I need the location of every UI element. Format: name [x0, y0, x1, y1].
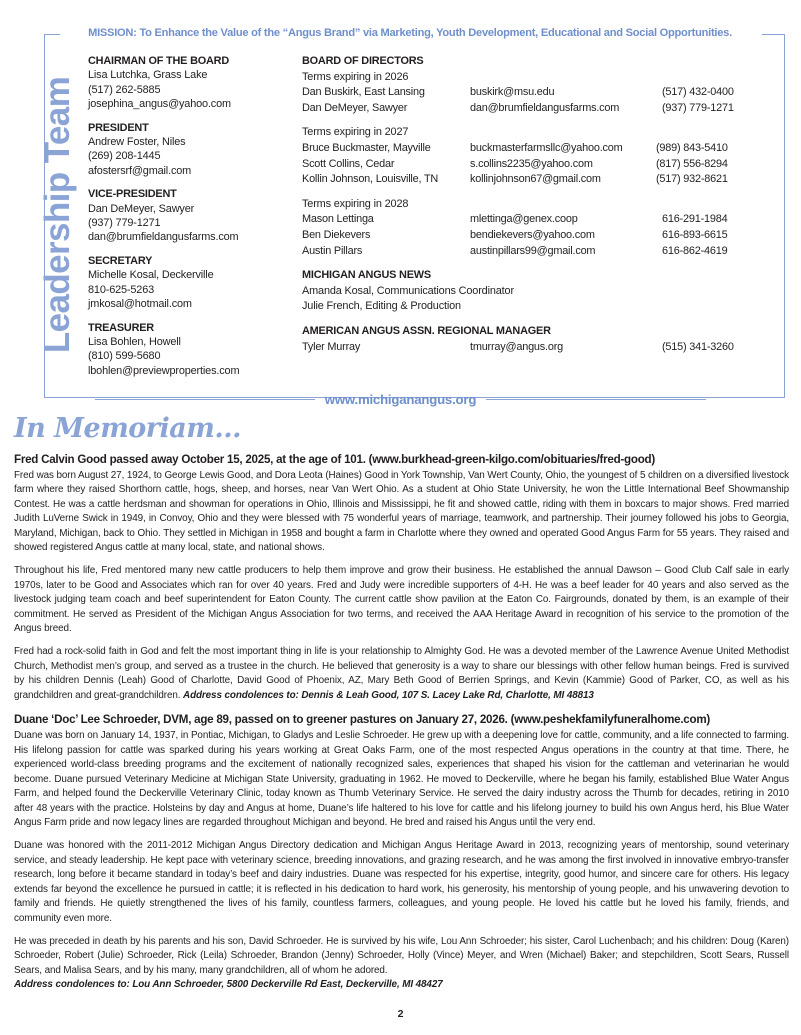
board-member-row [302, 101, 772, 117]
board-member-row [302, 212, 772, 228]
spacer [302, 116, 772, 125]
leadership-team-section [0, 0, 801, 400]
officer-email[interactable]: afostersrf@gmail.com [88, 164, 192, 177]
member-name: Bruce Buckmaster, Mayville [302, 141, 431, 154]
in-memoriam-heading: In Memoriam... [14, 413, 242, 444]
news-staff-line: Julie French, Editing & Production [302, 300, 461, 313]
member-phone: (937) 779-1271 [662, 101, 734, 114]
page-number: 2 [397, 1008, 404, 1020]
officer-title: CHAIRMAN OF THE BOARD [88, 55, 229, 67]
member-email[interactable]: mlettinga@genex.coop [470, 213, 578, 226]
member-phone: 616-862-4619 [662, 244, 728, 257]
condolences-address: Address condolences to: Dennis & Leah Good, 107 S. Lacey Lake Rd, Charlotte, MI 48813 [183, 689, 594, 701]
officer-phone: 810-625-5263 [88, 283, 155, 296]
officer-title: TREASURER [88, 321, 154, 334]
board-member-row [302, 85, 772, 101]
obituary-title: Fred Calvin Good passed away October 15, 2025, at the age of 101. (www.burkhead-green-kilgo.com/obituaries/fred-good) [14, 453, 655, 466]
officer-name: Andrew Foster, Niles [88, 136, 186, 149]
officer-phone: (937) 779-1271 [88, 217, 161, 230]
member-email[interactable]: tmurray@angus.org [470, 340, 564, 353]
member-phone: (517) 932-8621 [656, 173, 728, 186]
board-member-row [302, 172, 772, 188]
member-phone: 616-893-6615 [662, 228, 728, 241]
officer-block-vice-president [88, 187, 288, 245]
term-label-2026: Terms expiring in 2026 [302, 70, 409, 83]
officer-email[interactable]: josephina_angus@yahoo.com [88, 98, 231, 111]
member-name: Tyler Murray [302, 340, 361, 353]
member-email[interactable]: s.collins2235@yahoo.com [470, 157, 593, 170]
board-member-row [302, 244, 772, 260]
term-label-2027: Terms expiring in 2027 [302, 126, 409, 139]
obituary-final-paragraph: He was preceded in death by his parents and his son, David Schroeder. He is survived by his wife, Lou Ann Schroeder; his sister, Carol Luchenbach; and his children: Doug (Karen) Schroeder, Robert (Julie) Schroeder, Rick (Leila) Schroeder, Brandon (Jenny) Schroeder, Holly (Vince) Meyer, and Wren (Michael) Baker; and stepchildren, Scott Sears, Russell Sears, and Malisa Sears, and by his many, many grandchildren, all of whom he adored. [14, 935, 789, 976]
member-email[interactable]: kollinjohnson67@gmail.com [470, 173, 601, 186]
leadership-team-vertical-title: Leadership Team [38, 76, 77, 354]
board-member-row [302, 157, 772, 173]
spacer [302, 259, 772, 268]
member-phone: (515) 341-3260 [662, 340, 734, 353]
term-label-2028: Terms expiring in 2028 [302, 197, 409, 210]
obituary-entry [14, 712, 789, 993]
obituary-paragraph: Duane was honored with the 2011-2012 Michigan Angus Directory dedication and Michigan Angus Heritage Award in 2013, recognizing years of mentorship, sound veterinary service, and steady leadership. He kept pace with veterinary science, breeding innovations, and grazing research, and he was among the first involved in innovative embryo-transfer research, long before it became standard in today’s beef and dairy industries. Duane was respected for his expertise, integrity, good humor, and sincere care for others. His legacy extends far beyond the excellence he pursued in cattle; it is reflected in his dedication to hard work, his generosity, his mentorship of young people, and his unwavering devotion to family and friends. He quietly strengthened the lives of his family, countless farmers, colleagues, and young people. He loved his cattle but he loved his family, friends, and community even more. [14, 840, 789, 925]
spacer [302, 315, 772, 324]
member-phone: (989) 843-5410 [656, 141, 728, 154]
member-name: Ben Diekevers [302, 228, 371, 241]
member-name: Mason Lettinga [302, 213, 374, 226]
rule-right [486, 399, 706, 400]
member-phone: 616-291-1984 [662, 213, 728, 226]
obituaries-container [14, 452, 789, 1002]
officer-phone: (269) 208-1445 [88, 150, 161, 163]
officer-block-treasurer [88, 321, 288, 379]
board-member-row [302, 228, 772, 244]
officer-email[interactable]: dan@brumfieldangusfarms.com [88, 231, 239, 244]
board-heading: BOARD OF DIRECTORS [302, 55, 424, 67]
obituary-title: Duane ‘Doc’ Lee Schroeder, DVM, age 89, passed on to greener pastures on January 27, 2026. (www.peshekfamilyfuneralhome.com) [14, 713, 711, 727]
member-phone: (517) 432-0400 [662, 86, 734, 99]
member-name: Scott Collins, Cedar [302, 157, 395, 170]
member-email[interactable]: bendiekevers@yahoo.com [470, 228, 595, 241]
obituary-paragraph: Fred was born August 27, 1924, to George Lewis Good, and Dora Leota (Haines) Good in York Township, Van Wert County, Ohio, the youngest of 5 children on a diversified livestock farm where they raised Shorthorn cattle, hogs, sheep, and horses, near Van Wert Ohio. As a student at Ohio State University, he won the Little International Beef Showmanship Contest. He was a cattle herdsman and showman for operations in Ohio, Illinois and Mississippi, he fit and showed cattle, riding with them in boxcars to major shows. Fred married Judith LuVerne Swick in 1949, in Convoy, Ohio and they were blessed with 75 wonderful years of marriage, teamwork, and partnership. Their journey followed his jobs to Georgia, Maryland, Michigan, back to Ohio. They settled in Michigan in 1958 and bought a farm in Charlotte where they owned and operated Good Angus Farm for 55 years. They raised and showed registered Angus cattle at many local, state, and national shows. [14, 469, 789, 554]
member-phone: (817) 556-8294 [656, 157, 728, 170]
officer-email[interactable]: lbohlen@previewproperties.com [88, 364, 240, 377]
member-name: Kollin Johnson, Louisville, TN [302, 173, 439, 186]
regional-manager-heading: AMERICAN ANGUS ASSN. REGIONAL MANAGER [302, 324, 551, 337]
website-url[interactable]: www.michiganangus.org [324, 392, 477, 407]
member-email[interactable]: buckmasterfarmsllc@yahoo.com [470, 141, 623, 154]
member-name: Dan DeMeyer, Sawyer [302, 101, 408, 114]
officers-column [88, 54, 288, 387]
mission-statement: MISSION: To Enhance the Value of the “Angus Brand” via Marketing, Youth Development, Educational and Social Opportunities. [60, 26, 760, 41]
officer-title: PRESIDENT [88, 121, 149, 134]
officer-phone: (517) 262-5885 [88, 83, 161, 96]
obituary-final-paragraph [14, 645, 789, 703]
officer-name: Michelle Kosal, Deckerville [88, 269, 214, 282]
officer-title: SECRETARY [88, 254, 153, 267]
board-member-row [302, 141, 772, 157]
officer-phone: (810) 599-5680 [88, 350, 161, 363]
member-name: Dan Buskirk, East Lansing [302, 86, 425, 99]
officer-name: Lisa Lutchka, Grass Lake [88, 69, 208, 82]
officer-email[interactable]: jmkosal@hotmail.com [88, 298, 192, 311]
news-staff-line: Amanda Kosal, Communications Coordinator [302, 284, 514, 297]
officer-name: Lisa Bohlen, Howell [88, 335, 181, 348]
officer-block-chairman [88, 54, 288, 112]
website-url-row [0, 392, 801, 407]
member-email[interactable]: buskirk@msu.edu [470, 86, 555, 99]
spacer [302, 188, 772, 197]
officer-name: Dan DeMeyer, Sawyer [88, 202, 195, 215]
obituary-paragraph: Throughout his life, Fred mentored many new cattle producers to help them improve and grow their business. He established the annual Dawson – Good Club Calf sale in early 1970s, later to be Good and Associates which ran for over 40 years. Fred and Judy were incredible supporters of 4-H. He was a beef leader for 40 years and also served as the livestock judging team coach and beef superintendent for Eaton County. The current cattle show pavilion at the Eaton Co. Fairgrounds, donated by them, is an example of their commitment. He served as President of the Michigan Angus Association for two terms, and received the AAA Heritage Award in recognition of his service to the promotion of the Angus breed. [14, 565, 789, 635]
frame-top-right-rule [762, 34, 785, 35]
condolences-address: Address condolences to: Lou Ann Schroeder, 5800 Deckerville Rd East, Deckerville, MI 48427 [14, 979, 443, 991]
rule-left [95, 399, 315, 400]
officer-title: VICE-PRESIDENT [88, 188, 177, 201]
board-of-directors-column [302, 54, 772, 355]
officer-block-secretary [88, 254, 288, 312]
obituary-paragraph: Duane was born on January 14, 1937, in Pontiac, Michigan, to Gladys and Leslie Schroeder. He grew up with a deepening love for cattle, community, and a life connected to farming. His lifelong passion for cattle was sparked during his years working at Great Oaks Farm, one of the most respected Angus operations in the country at that time. There, he experienced world-class breeding programs and the excitement of nationally recognized sales, experiences that shaped his vision for the cattleman and veterinarian he would become. Duane pursued Veterinary Medicine at Michigan State University, graduating in 1962. He moved to Deckerville, where he began his family, established Blue Water Angus Farm, and helped found the Deckerville Veterinary Clinic, today known as Thumb Veterinary Service. He served the dairy industry across the Thumb for decades, retiring in 2010 after 48 years with the practice. Holsteins by day and Angus at home, Duane’s life haltered to his love for cattle and his lifelong journey to build his own Angus herd, his Blue Water Angus Farm pride and now legacy lines are regarded throughout Michigan and beyond. He bred and raised his Angus until the very end. [14, 729, 789, 829]
officer-block-president [88, 121, 288, 179]
member-email[interactable]: austinpillars99@gmail.com [470, 244, 596, 257]
obituary-final-text: Fred had a rock-solid faith in God and felt the most important thing in life is your relationship to Almighty God. He was a devoted member of the Lawrence Avenue United Methodist Church, Methodist men’s group, and served as a trustee in the church. He believed that generosity is a way to share our blessings with other fellow human beings. Fred is survived by his children Dennis (Leah) Good of Charlotte, David Good of Phoenix, AZ, Mary Beth Good of Berrien Springs, and Kevin (Kammie) Good of Parker, CO, as well as his grandchildren and great-grandchildren. [14, 646, 789, 701]
member-email[interactable]: dan@brumfieldangusfarms.com [470, 101, 620, 114]
michigan-angus-news-heading: MICHIGAN ANGUS NEWS [302, 269, 431, 282]
regional-manager-row [302, 340, 772, 356]
obituary-entry [14, 452, 789, 703]
member-name: Austin Pillars [302, 244, 363, 257]
